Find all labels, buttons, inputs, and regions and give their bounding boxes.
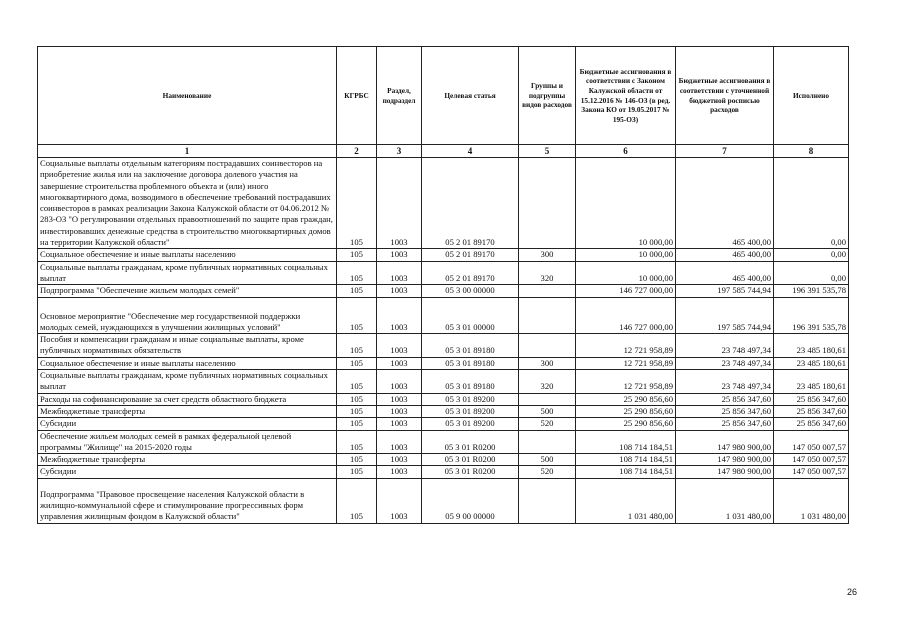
header-executed: Исполнено (774, 47, 849, 145)
header-section: Раздел, подраздел (377, 47, 422, 145)
table-row (38, 393, 849, 405)
row-refined-allocation: 23 748 497,34 (676, 370, 774, 394)
row-section: 1003 (377, 454, 422, 466)
row-expense-type: 300 (519, 249, 576, 261)
row-expense-type (519, 158, 576, 249)
row-expense-type: 500 (519, 454, 576, 466)
row-kgrbs: 105 (337, 418, 377, 430)
row-refined-allocation: 465 400,00 (676, 261, 774, 285)
row-name: Социальное обеспечение и иные выплаты населению (38, 357, 337, 369)
budget-execution-table (37, 46, 849, 524)
row-executed: 147 050 007,57 (774, 454, 849, 466)
row-expense-type: 320 (519, 370, 576, 394)
row-target-article: 05 2 01 89170 (422, 158, 519, 249)
row-law-allocation: 146 727 000,00 (576, 297, 676, 334)
page-number: 26 (846, 587, 857, 597)
row-executed: 196 391 535,78 (774, 285, 849, 297)
table-row (38, 249, 849, 261)
table-row (38, 418, 849, 430)
column-number: 8 (774, 145, 849, 158)
table-row (38, 466, 849, 478)
row-law-allocation: 25 290 856,60 (576, 393, 676, 405)
row-section: 1003 (377, 285, 422, 297)
row-refined-allocation: 147 980 900,00 (676, 466, 774, 478)
column-number: 6 (576, 145, 676, 158)
row-law-allocation: 10 000,00 (576, 249, 676, 261)
row-law-allocation: 108 714 184,51 (576, 454, 676, 466)
row-refined-allocation: 147 980 900,00 (676, 454, 774, 466)
table-row (38, 334, 849, 358)
table-row (38, 285, 849, 297)
table-row (38, 297, 849, 334)
row-name: Межбюджетные трансферты (38, 454, 337, 466)
row-executed: 23 485 180,61 (774, 334, 849, 358)
header-law-allocations: Бюджетные ассигнования в соответствии с Законом Калужской области от 15.12.2016 № 146-ОЗ (в ред. Закона КО от 19.05.2017 № 195-ОЗ) (576, 47, 676, 145)
row-section: 1003 (377, 466, 422, 478)
row-executed: 23 485 180,61 (774, 370, 849, 394)
row-name: Социальные выплаты отдельным категориям пострадавших соинвесторов на приобретение жилья или на заключение договора долевого участия на завершение строительства проблемного объекта и (или) иного многоквартирного дома, возводимого в обеспечение требований пострадавших соинвесторов в рамках реализации Закона Калужской области от 04.06.2012 № 283-ОЗ "О регулировании отдельных правоотношений по защите прав граждан, инвестировавших денежные средства в строительство многоквартирных домов на территории Калужской области" (38, 158, 337, 249)
row-target-article: 05 3 01 89200 (422, 393, 519, 405)
row-refined-allocation: 25 856 347,60 (676, 405, 774, 417)
row-kgrbs: 105 (337, 466, 377, 478)
row-law-allocation: 25 290 856,60 (576, 405, 676, 417)
row-law-allocation: 12 721 958,89 (576, 370, 676, 394)
table-row (38, 430, 849, 454)
row-name: Межбюджетные трансферты (38, 405, 337, 417)
row-name: Основное мероприятие "Обеспечение мер государственной поддержки молодых семей, нуждающихся в улучшении жилищных условий" (38, 297, 337, 334)
row-kgrbs: 105 (337, 478, 377, 523)
row-target-article: 05 3 01 R0200 (422, 466, 519, 478)
header-expense-type: Группы и подгруппы видов расходов (519, 47, 576, 145)
row-executed: 0,00 (774, 158, 849, 249)
header-name: Наименование (38, 47, 337, 145)
row-refined-allocation: 23 748 497,34 (676, 357, 774, 369)
row-executed: 147 050 007,57 (774, 430, 849, 454)
table-row (38, 405, 849, 417)
header-refined-allocations: Бюджетные ассигнования в соответствии с уточненной бюджетной росписью расходов (676, 47, 774, 145)
row-section: 1003 (377, 357, 422, 369)
column-number: 1 (38, 145, 337, 158)
row-name: Подпрограмма "Обеспечение жильем молодых семей" (38, 285, 337, 297)
row-expense-type (519, 430, 576, 454)
header-kgrbs: КГРБС (337, 47, 377, 145)
row-kgrbs: 105 (337, 261, 377, 285)
row-section: 1003 (377, 418, 422, 430)
row-executed: 23 485 180,61 (774, 357, 849, 369)
row-expense-type: 520 (519, 466, 576, 478)
row-executed: 0,00 (774, 249, 849, 261)
row-target-article: 05 3 01 R0200 (422, 454, 519, 466)
column-number-row (38, 145, 849, 158)
row-executed: 196 391 535,78 (774, 297, 849, 334)
table-row (38, 454, 849, 466)
row-target-article: 05 3 01 89180 (422, 334, 519, 358)
row-expense-type (519, 478, 576, 523)
row-executed: 25 856 347,60 (774, 393, 849, 405)
row-section: 1003 (377, 430, 422, 454)
row-name: Пособия и компенсации гражданам и иные социальные выплаты, кроме публичных нормативных обязательств (38, 334, 337, 358)
row-expense-type (519, 393, 576, 405)
row-kgrbs: 105 (337, 357, 377, 369)
row-executed: 25 856 347,60 (774, 405, 849, 417)
row-name: Обеспечение жильем молодых семей в рамках федеральной целевой программы "Жилище" на 2015-2020 годы (38, 430, 337, 454)
row-target-article: 05 3 01 89180 (422, 357, 519, 369)
row-kgrbs: 105 (337, 334, 377, 358)
row-law-allocation: 10 000,00 (576, 158, 676, 249)
table-header-row (38, 47, 849, 145)
row-kgrbs: 105 (337, 405, 377, 417)
row-refined-allocation: 147 980 900,00 (676, 430, 774, 454)
row-expense-type: 320 (519, 261, 576, 285)
row-expense-type: 500 (519, 405, 576, 417)
column-number: 7 (676, 145, 774, 158)
row-refined-allocation: 465 400,00 (676, 158, 774, 249)
row-executed: 147 050 007,57 (774, 466, 849, 478)
row-name: Субсидии (38, 466, 337, 478)
row-name: Субсидии (38, 418, 337, 430)
row-kgrbs: 105 (337, 158, 377, 249)
row-expense-type (519, 297, 576, 334)
row-target-article: 05 3 01 89180 (422, 370, 519, 394)
table-row (38, 261, 849, 285)
row-section: 1003 (377, 478, 422, 523)
row-refined-allocation: 23 748 497,34 (676, 334, 774, 358)
row-law-allocation: 25 290 856,60 (576, 418, 676, 430)
row-section: 1003 (377, 405, 422, 417)
row-section: 1003 (377, 249, 422, 261)
row-kgrbs: 105 (337, 249, 377, 261)
row-executed: 25 856 347,60 (774, 418, 849, 430)
column-number: 2 (337, 145, 377, 158)
row-target-article: 05 3 01 R0200 (422, 430, 519, 454)
column-number: 4 (422, 145, 519, 158)
row-kgrbs: 105 (337, 430, 377, 454)
row-target-article: 05 2 01 89170 (422, 261, 519, 285)
row-law-allocation: 108 714 184,51 (576, 430, 676, 454)
table-row (38, 357, 849, 369)
row-target-article: 05 9 00 00000 (422, 478, 519, 523)
table-row (38, 370, 849, 394)
row-law-allocation: 12 721 958,89 (576, 357, 676, 369)
row-refined-allocation: 465 400,00 (676, 249, 774, 261)
column-number: 5 (519, 145, 576, 158)
row-kgrbs: 105 (337, 370, 377, 394)
row-refined-allocation: 25 856 347,60 (676, 418, 774, 430)
row-kgrbs: 105 (337, 454, 377, 466)
row-law-allocation: 10 000,00 (576, 261, 676, 285)
row-law-allocation: 146 727 000,00 (576, 285, 676, 297)
row-executed: 1 031 480,00 (774, 478, 849, 523)
row-law-allocation: 12 721 958,89 (576, 334, 676, 358)
row-law-allocation: 1 031 480,00 (576, 478, 676, 523)
row-section: 1003 (377, 393, 422, 405)
row-kgrbs: 105 (337, 285, 377, 297)
row-target-article: 05 2 01 89170 (422, 249, 519, 261)
row-name: Социальное обеспечение и иные выплаты населению (38, 249, 337, 261)
row-refined-allocation: 197 585 744,94 (676, 285, 774, 297)
row-expense-type (519, 334, 576, 358)
row-target-article: 05 3 01 00000 (422, 297, 519, 334)
row-target-article: 05 3 01 89200 (422, 405, 519, 417)
table-row (38, 158, 849, 249)
row-target-article: 05 3 00 00000 (422, 285, 519, 297)
row-section: 1003 (377, 158, 422, 249)
row-refined-allocation: 1 031 480,00 (676, 478, 774, 523)
row-name: Подпрограмма "Правовое просвещение населения Калужской области в жилищно-коммунальной сфере и стимулирование прогрессивных форм управления жилищным фондом в Калужской области" (38, 478, 337, 523)
row-section: 1003 (377, 297, 422, 334)
row-refined-allocation: 197 585 744,94 (676, 297, 774, 334)
row-section: 1003 (377, 334, 422, 358)
column-number: 3 (377, 145, 422, 158)
table-row (38, 478, 849, 523)
row-expense-type: 520 (519, 418, 576, 430)
header-target-article: Целевая статья (422, 47, 519, 145)
row-name: Расходы на софинансирование за счет средств областного бюджета (38, 393, 337, 405)
row-kgrbs: 105 (337, 297, 377, 334)
row-section: 1003 (377, 370, 422, 394)
row-executed: 0,00 (774, 261, 849, 285)
row-law-allocation: 108 714 184,51 (576, 466, 676, 478)
row-expense-type: 300 (519, 357, 576, 369)
row-expense-type (519, 285, 576, 297)
row-refined-allocation: 25 856 347,60 (676, 393, 774, 405)
row-name: Социальные выплаты гражданам, кроме публичных нормативных социальных выплат (38, 261, 337, 285)
row-kgrbs: 105 (337, 393, 377, 405)
row-section: 1003 (377, 261, 422, 285)
row-name: Социальные выплаты гражданам, кроме публичных нормативных социальных выплат (38, 370, 337, 394)
row-target-article: 05 3 01 89200 (422, 418, 519, 430)
